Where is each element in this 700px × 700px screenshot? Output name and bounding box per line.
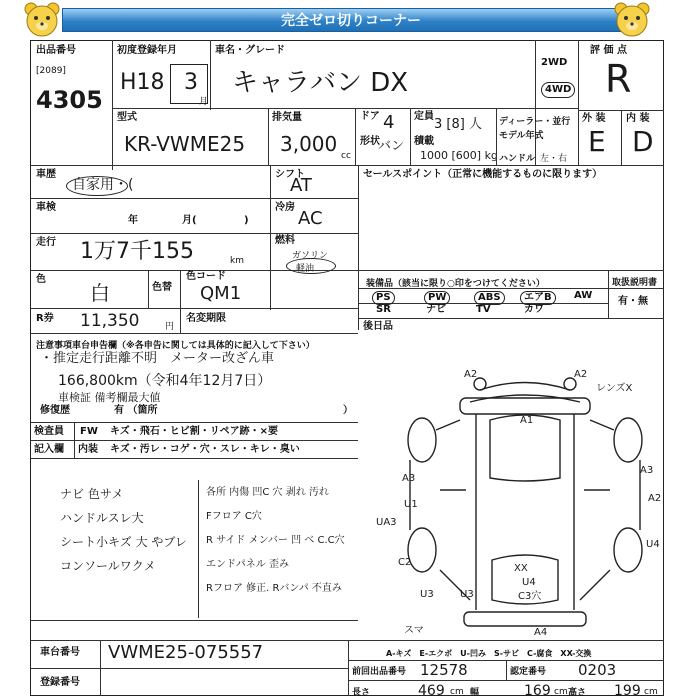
dim-width-label: 幅 [470, 688, 480, 698]
repair-value: 有 （箇所 [114, 405, 158, 416]
dealer-label: ディーラー・並行 [499, 117, 571, 127]
mileage-label: 走行 [36, 237, 56, 248]
equipment-item: ナビ [426, 304, 446, 315]
damage-mark: C2 [398, 557, 412, 568]
shift-label: シフト [275, 169, 305, 180]
damage-mark: U4 [522, 577, 536, 588]
equipment-item: PS [372, 291, 395, 305]
ac-value: AC [298, 208, 323, 229]
rear-seat-label: 後日品 [363, 321, 393, 332]
score-value: R [605, 57, 632, 101]
inspection-label: 車検 [36, 202, 56, 213]
mileage-unit: km [230, 256, 244, 266]
history-value: 自家用・( [72, 177, 134, 193]
approval-value: 0203 [578, 661, 617, 679]
damage-mark: XX [514, 563, 528, 574]
dim-length-label: 長さ [352, 688, 371, 698]
car-name-value: キャラバン DX [232, 68, 409, 98]
equipment-item: AW [574, 290, 593, 301]
displacement-label: 排気量 [272, 112, 302, 123]
handle-value: 左・右 [540, 154, 568, 164]
remark-line: シート小キズ 大 やブレ [60, 535, 187, 549]
ac-label: 冷房 [275, 202, 295, 213]
equipment-label: 装備品（該当に限り○印をつけてください） [366, 279, 545, 289]
damage-mark: A3 [640, 465, 654, 476]
color-label: 色 [36, 274, 46, 285]
registration-label: 登録番号 [40, 677, 80, 688]
equipment-item: エアB [520, 291, 556, 305]
remark-line: Fフロア C穴 [206, 511, 262, 522]
shift-value: AT [290, 175, 312, 196]
notes-line1: ・推定走行距離不明 メーター改ざん車 [40, 351, 275, 366]
drive-4wd-circled: 4WD [541, 82, 575, 98]
displacement-value: 3,000 [280, 132, 338, 156]
model-year-label: モデル年式 [499, 131, 544, 141]
recycle-unit: 円 [165, 322, 175, 332]
prev-number-value: 12578 [420, 661, 468, 679]
notes-line2: 166,800km（令和4年12月7日） [58, 373, 272, 389]
capacity-label: 定員 [414, 111, 434, 122]
dim-length: 469 [418, 683, 445, 699]
handle-label: ハンドル [499, 154, 536, 164]
dim-height-unit: cm [644, 687, 658, 697]
capacity-value: 3 [8] 人 [434, 117, 482, 132]
damage-mark: レンズX [596, 383, 633, 394]
first-reg-label: 初度登録年月 [117, 45, 177, 56]
load-value: 1000 [600] kg [420, 149, 498, 162]
shape-label: 形状 [360, 136, 380, 147]
damage-mark: A3 [402, 473, 416, 484]
inspection-month: 月( [182, 215, 197, 226]
prev-number-label: 前回出品番号 [352, 667, 407, 677]
lot-sub: [2089] [36, 66, 66, 76]
damage-mark: スマ [404, 625, 424, 636]
displacement-unit: cc [341, 151, 351, 161]
interior-label: 内 装 [626, 113, 650, 124]
drive-2wd: 2WD [541, 57, 568, 68]
damage-legend: A-キズ E-エクボ U-凹み S-サビ C-腐食 XX-交換 [386, 649, 592, 658]
fuel-label: 燃料 [275, 235, 295, 246]
exterior-label: 外 装 [582, 113, 606, 124]
fuel-gasoline: ガソリン [292, 251, 329, 261]
equipment-item: PW [424, 291, 450, 305]
remark-line: ナビ 色サメ [60, 487, 124, 501]
color-code-label: 色コード [186, 271, 226, 282]
load-label: 積載 [414, 136, 434, 147]
car-name-label: 車名・グレード [215, 45, 285, 56]
paint-label: 色替 [152, 282, 172, 293]
history-label: 車歴 [36, 169, 56, 180]
inspector-row1: キズ・飛石・ヒビ割・リペア跡・×要 [110, 426, 278, 437]
damage-mark: U1 [404, 499, 418, 510]
name-change-label: 名変期限 [186, 313, 226, 324]
notes-line3: 車検証 備考欄最大値 [58, 391, 161, 404]
damage-mark: A2 [464, 369, 478, 380]
doors-value: 4 [383, 112, 395, 133]
first-reg-month-unit: 月 [199, 97, 209, 107]
remark-line: ハンドルスレ大 [60, 511, 144, 525]
damage-mark: A1 [520, 415, 534, 426]
remark-line: コンソールワクメ [60, 559, 156, 573]
inspector-fw: FW [80, 426, 98, 437]
chassis-label: 車台番号 [40, 647, 80, 658]
chassis-value: VWME25-075557 [108, 642, 264, 663]
damage-mark: A2 [574, 369, 588, 380]
remark-line: Rフロア 修正. Rバンパ 不直み [206, 583, 342, 594]
dim-width-unit: cm [554, 687, 568, 697]
damage-mark: U3 [460, 589, 474, 600]
damage-mark: U4 [646, 539, 660, 550]
first-reg-month: 3 [184, 70, 198, 95]
interior-grade: D [632, 125, 654, 158]
inspection-year: 年 [128, 215, 138, 226]
inspector-row2: キズ・汚レ・コゲ・穴・スレ・キレ・臭い [110, 444, 300, 455]
exterior-grade: E [588, 125, 606, 158]
model-value: KR-VWME25 [124, 132, 246, 156]
shape-value: バン [378, 139, 405, 154]
approval-label: 認定番号 [510, 667, 547, 677]
color-code-value: QM1 [200, 283, 242, 304]
bear-mascot-icon [612, 0, 652, 40]
mileage-value: 1万7千155 [80, 239, 194, 264]
model-label: 型式 [117, 112, 137, 123]
doors-label: ドア [360, 111, 380, 122]
remark-line: エンドパネル 歪み [206, 559, 289, 570]
sales-point-label: セールスポイント（正常に機能するものに限ります） [363, 169, 603, 180]
page-title: 完全ゼロ切りコーナー [62, 8, 640, 32]
fuel-diesel-circled: 軽油 [296, 264, 315, 274]
remark-line: R サイド メンバー 凹 べ C.C穴 [206, 535, 345, 546]
damage-mark: U3 [420, 589, 434, 600]
equipment-item: SR [376, 304, 391, 315]
damage-mark: C3穴 [518, 591, 542, 602]
recycle-value: 11,350 [80, 311, 140, 331]
damage-mark: A4 [534, 627, 548, 638]
bear-mascot-icon [22, 0, 62, 40]
dim-width: 169 [524, 683, 551, 699]
equipment-item: カワ [524, 304, 544, 315]
color-value: 白 [90, 281, 110, 305]
lot-label: 出品番号 [36, 45, 76, 56]
recycle-label: R券 [36, 313, 54, 324]
entry-label: 記入欄 [34, 444, 64, 455]
inspection-day: ) [244, 215, 249, 226]
dim-height: 199 [614, 683, 641, 699]
first-reg-era: H18 [120, 70, 165, 95]
inspector-label: 検査員 [34, 426, 64, 437]
dim-length-unit: cm [450, 687, 464, 697]
dim-height-label: 高さ [568, 688, 587, 698]
damage-mark: UA3 [376, 517, 397, 528]
lot-number: 4305 [36, 86, 103, 114]
notes-label: 注意事項車台申告欄（※各申告に関しては具体的に記入して下さい） [36, 341, 315, 351]
score-label: 評 価 点 [590, 45, 627, 56]
repair-label: 修復歴 [40, 405, 70, 416]
remark-line: 各所 内傷 凹C 穴 剥れ 汚れ [206, 487, 329, 498]
damage-mark: A2 [648, 493, 662, 504]
equipment-item: TV [476, 304, 491, 315]
manual-label: 取扱説明書 [612, 278, 658, 288]
equipment-item: ABS [474, 291, 505, 305]
inspector-interior: 内装 [78, 444, 98, 455]
manual-value: 有・無 [618, 296, 648, 307]
